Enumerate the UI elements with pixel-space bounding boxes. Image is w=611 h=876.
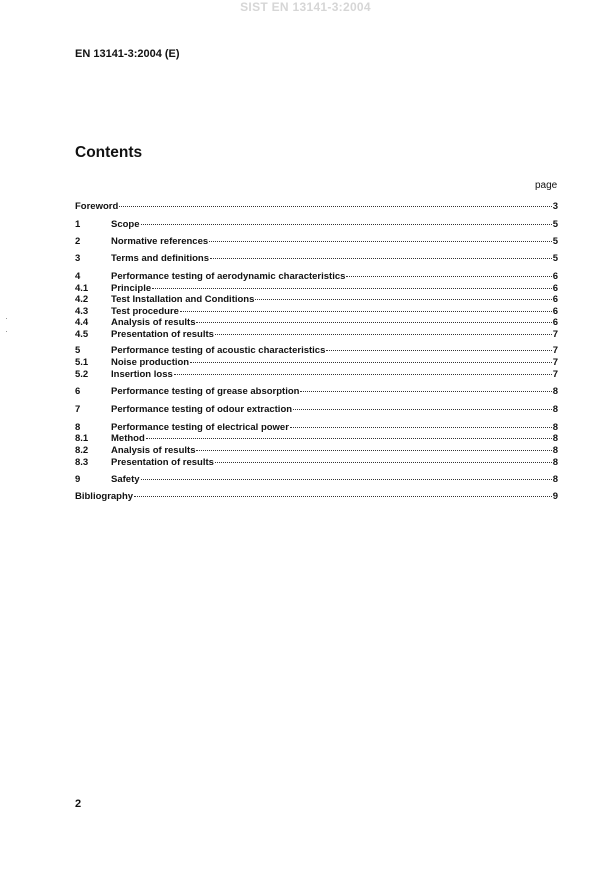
toc-entry-number: 5.1 (75, 357, 89, 368)
toc-entry-number: 5 (75, 345, 81, 356)
table-of-contents (75, 0, 558, 876)
toc-dot-leader (210, 248, 552, 259)
toc-entry-number: 8 (75, 422, 81, 433)
toc-entry-number: 1 (75, 219, 81, 230)
toc-dot-leader (180, 301, 552, 312)
toc-entry-number: 8.3 (75, 457, 89, 468)
toc-entry[interactable] (75, 326, 558, 338)
toc-entry-title: Performance testing of electrical power (111, 422, 289, 433)
toc-entry[interactable] (75, 454, 558, 466)
toc-entry-title: Method (111, 433, 145, 444)
toc-dot-leader (119, 196, 551, 207)
toc-entry-number: 8.2 (75, 445, 89, 456)
toc-entry-title: Bibliography (75, 491, 134, 502)
toc-entry-title: Insertion loss (111, 369, 173, 380)
toc-entry-number: 6 (75, 386, 81, 397)
toc-entry-page: 6 (552, 271, 558, 282)
toc-entry[interactable] (75, 401, 558, 413)
toc-entry-page: 8 (552, 404, 558, 415)
toc-dot-leader (290, 417, 552, 428)
toc-dot-leader (346, 266, 551, 277)
toc-entry-title: Performance testing of grease absorption (111, 386, 300, 397)
toc-dot-leader (209, 231, 552, 242)
page-column-label: page (535, 180, 558, 191)
toc-entry-title: Principle (111, 283, 152, 294)
toc-dot-leader (141, 469, 552, 480)
scan-margin-mark (6, 331, 7, 332)
toc-entry-title: Presentation of results (111, 329, 214, 340)
toc-dot-leader (190, 352, 552, 363)
toc-entry-page: 8 (552, 457, 558, 468)
toc-dot-leader (196, 440, 551, 451)
toc-entry-title: Analysis of results (111, 317, 196, 328)
toc-entry[interactable] (75, 233, 558, 245)
toc-dot-leader (293, 399, 552, 410)
toc-entry[interactable] (75, 250, 558, 262)
toc-entry-page: 5 (552, 236, 558, 247)
toc-dot-leader (215, 324, 552, 335)
toc-entry-number: 4.2 (75, 294, 89, 305)
contents-heading: Contents (75, 144, 143, 161)
page-number: 2 (75, 798, 82, 810)
toc-entry[interactable] (75, 216, 558, 228)
toc-dot-leader (326, 340, 551, 351)
toc-entry-page: 8 (552, 386, 558, 397)
toc-dot-leader (134, 486, 552, 497)
toc-entry-title: Analysis of results (111, 445, 196, 456)
toc-entry-page: 3 (552, 201, 558, 212)
toc-entry-page: 5 (552, 219, 558, 230)
toc-entry-page: 7 (552, 357, 558, 368)
toc-entry-number: 4.4 (75, 317, 89, 328)
toc-entry-title: Noise production (111, 357, 190, 368)
toc-dot-leader (196, 312, 551, 323)
toc-entry-number: 4.3 (75, 306, 89, 317)
toc-entry-page: 7 (552, 369, 558, 380)
toc-entry-title: Normative references (111, 236, 209, 247)
toc-entry-number: 5.2 (75, 369, 89, 380)
document-id-header: EN 13141-3:2004 (E) (75, 48, 180, 60)
toc-dot-leader (141, 214, 552, 225)
toc-entry-page: 8 (552, 445, 558, 456)
toc-dot-leader (174, 364, 552, 375)
toc-entry-page: 8 (552, 433, 558, 444)
toc-entry-title: Test Installation and Conditions (111, 294, 255, 305)
toc-entry-number: 2 (75, 236, 81, 247)
toc-entry-title: Safety (111, 474, 140, 485)
toc-dot-leader (300, 381, 551, 392)
toc-entry-page: 9 (552, 491, 558, 502)
toc-dot-leader (152, 278, 552, 289)
toc-entry-page: 6 (552, 283, 558, 294)
watermark: SIST EN 13141-3:2004 (240, 0, 371, 14)
toc-entry-title: Performance testing of aerodynamic characteristics (111, 271, 346, 282)
toc-entry-page: 8 (552, 474, 558, 485)
toc-entry-title: Test procedure (111, 306, 179, 317)
toc-dot-leader (215, 452, 552, 463)
toc-entry-number: 4.1 (75, 283, 89, 294)
toc-entry-page: 6 (552, 306, 558, 317)
toc-entry-title: Terms and definitions (111, 253, 210, 264)
toc-entry-title: Scope (111, 219, 140, 230)
toc-entry[interactable] (75, 198, 558, 210)
toc-entry-page: 5 (552, 253, 558, 264)
toc-entry-page: 7 (552, 329, 558, 340)
toc-entry-number: 8.1 (75, 433, 89, 444)
toc-entry-page: 6 (552, 317, 558, 328)
toc-entry[interactable] (75, 383, 558, 395)
toc-entry[interactable] (75, 366, 558, 378)
toc-entry-number: 3 (75, 253, 81, 264)
toc-entry-number: 4.5 (75, 329, 89, 340)
toc-dot-leader (255, 289, 551, 300)
toc-entry-title: Performance testing of acoustic characteristics (111, 345, 326, 356)
toc-entry-title: Presentation of results (111, 457, 214, 468)
scan-margin-mark (6, 318, 7, 319)
toc-dot-leader (146, 428, 552, 439)
toc-entry-page: 6 (552, 294, 558, 305)
toc-entry-page: 8 (552, 422, 558, 433)
toc-entry[interactable] (75, 488, 558, 500)
toc-entry-title: Foreword (75, 201, 119, 212)
toc-entry-number: 7 (75, 404, 81, 415)
toc-entry-number: 4 (75, 271, 81, 282)
toc-entry-number: 9 (75, 474, 81, 485)
toc-entry[interactable] (75, 471, 558, 483)
toc-entry-page: 7 (552, 345, 558, 356)
toc-entry-title: Performance testing of odour extraction (111, 404, 293, 415)
